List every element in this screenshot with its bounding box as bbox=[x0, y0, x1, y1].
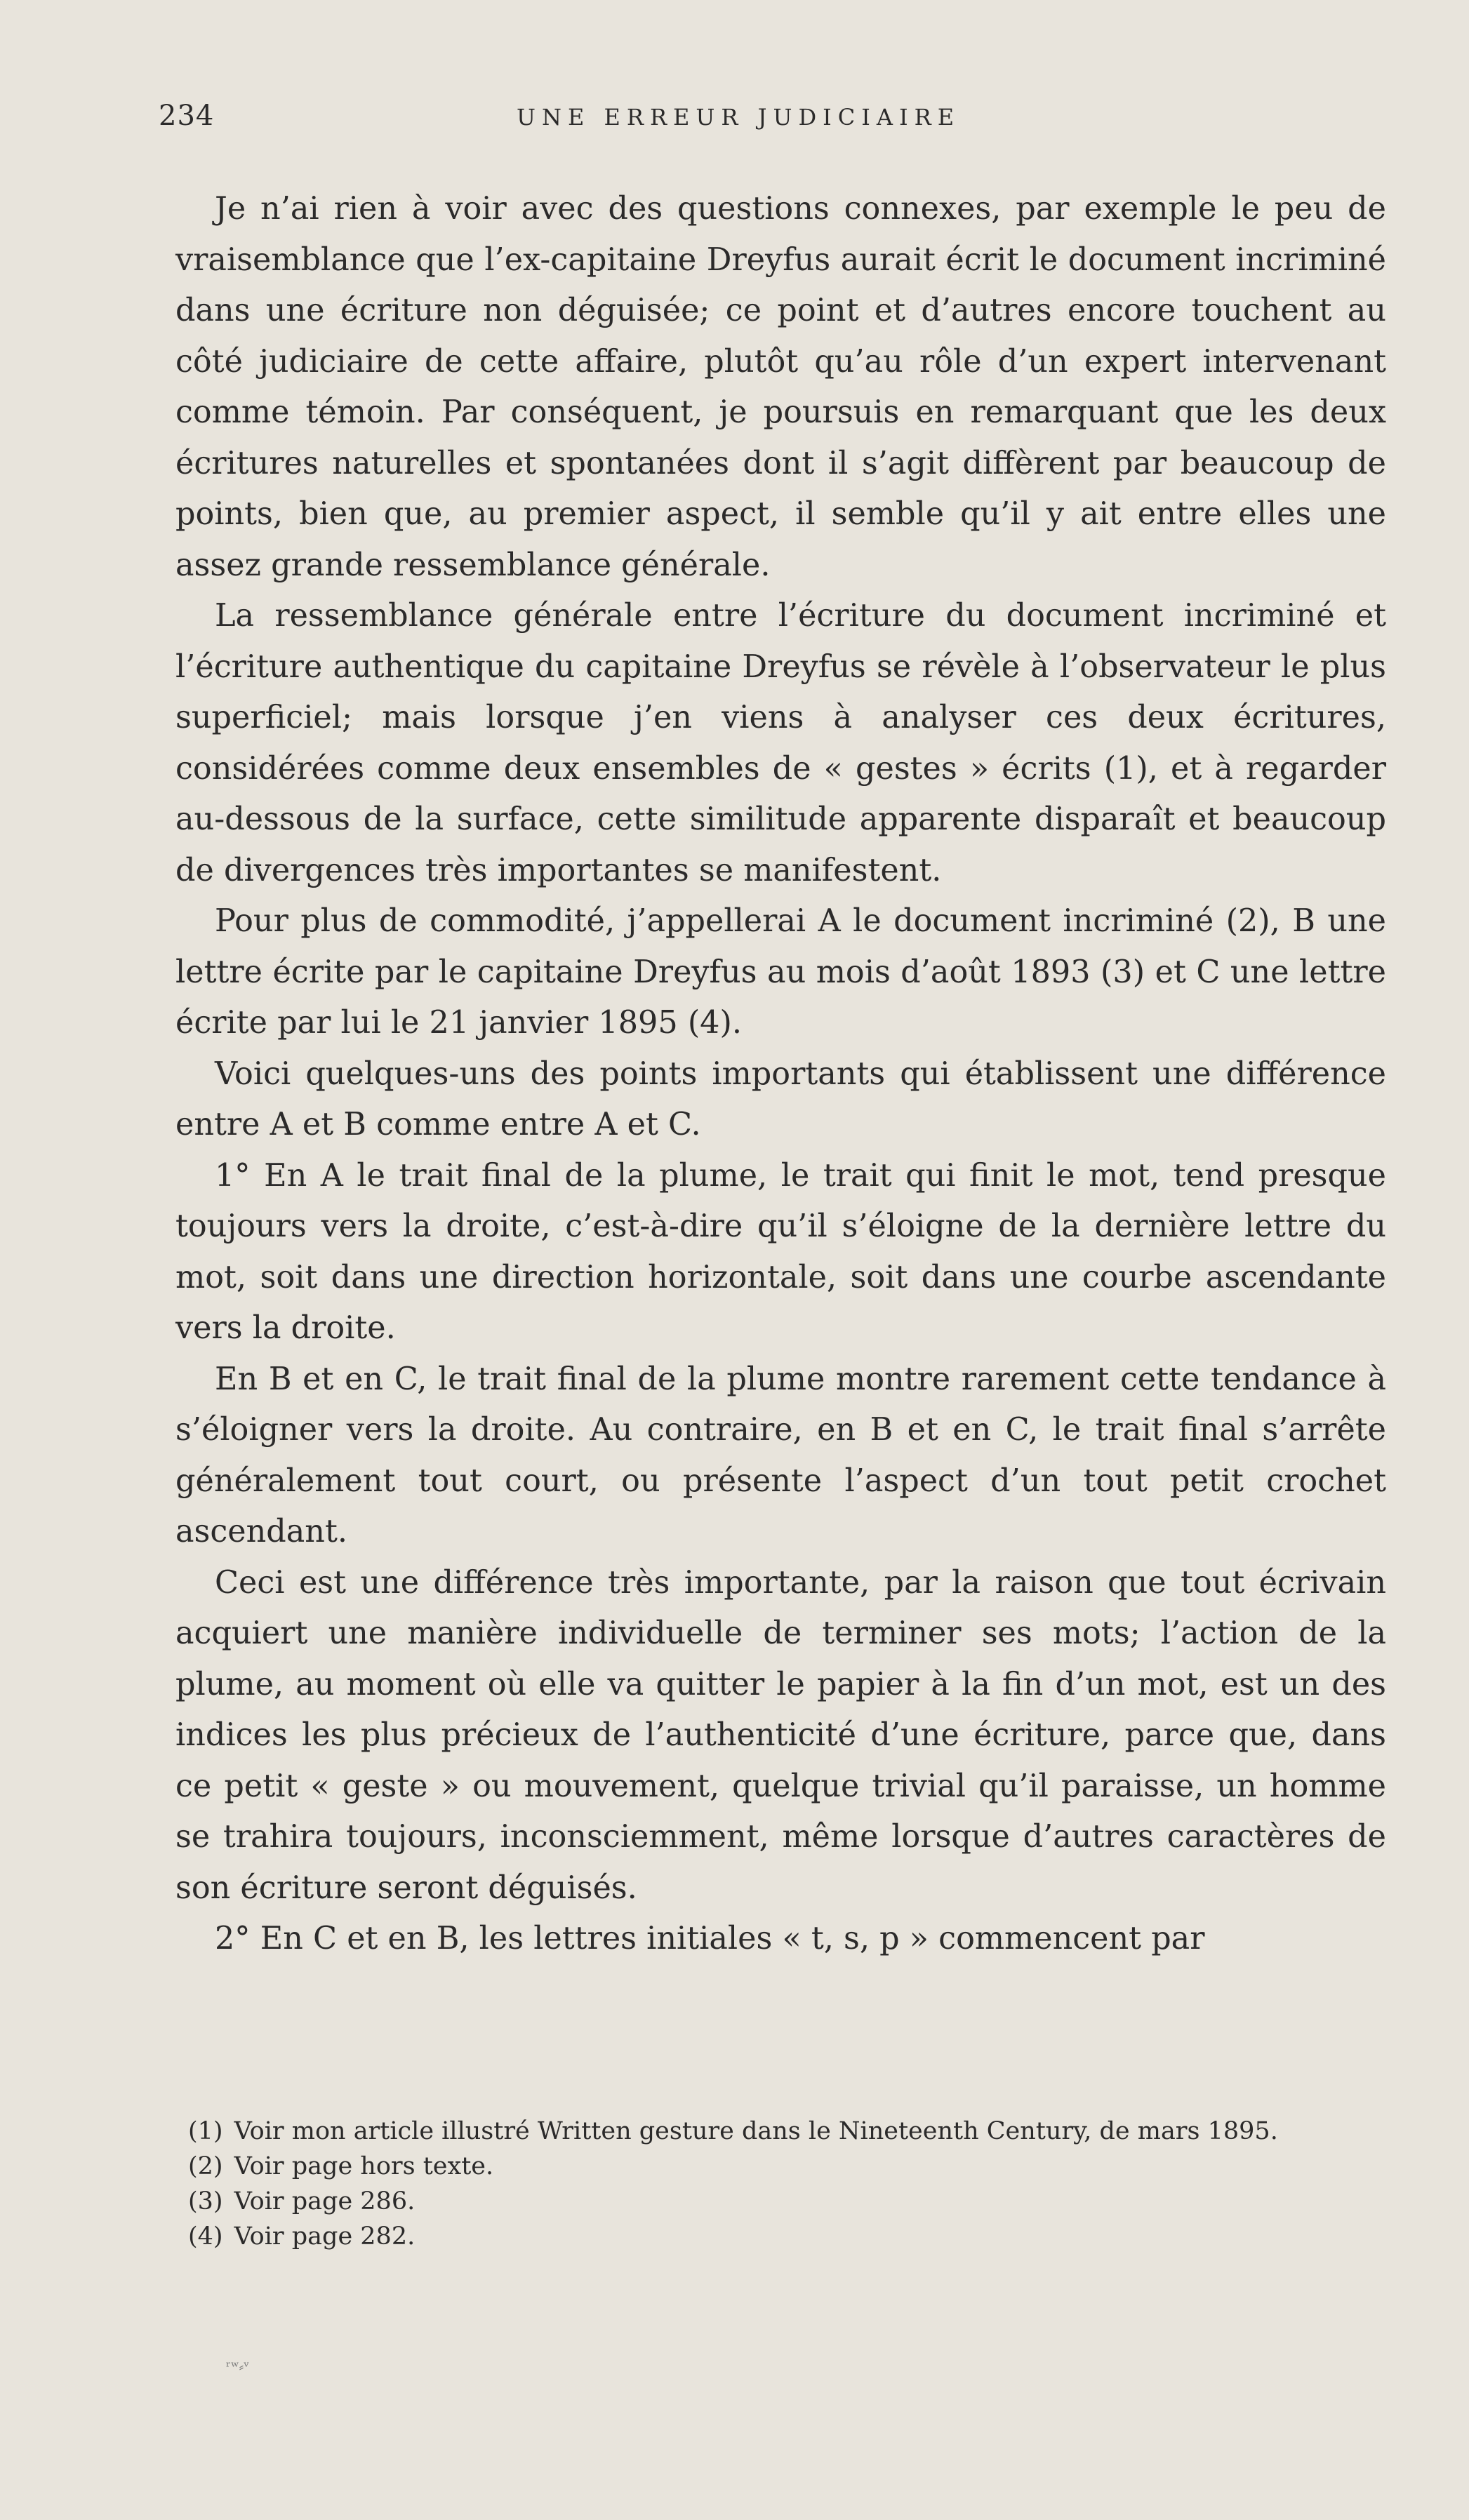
footnote bbox=[188, 2149, 1388, 2184]
footnote-mark: (2) bbox=[188, 2152, 223, 2180]
footnote bbox=[188, 2219, 1388, 2254]
paragraph: Voici quelques-uns des points importants qui établissent une différence entre A et B comme entre A et C. bbox=[175, 1055, 1386, 1142]
footnote-mark: (4) bbox=[188, 2222, 223, 2251]
footnote-text: Voir page hors texte. bbox=[234, 2152, 494, 2180]
paragraph: 2° En C et en B, les lettres initiales « t, s, p » commencent par bbox=[215, 1921, 1205, 1956]
paragraph: En B et en C, le trait final de la plume montre rarement cette tendance à s’éloigner vers la droite. Au contraire, en B et en C, le trait final s’arrête généralement tout court, ou présente l’aspect d’un tout petit crochet ascendant. bbox=[175, 1361, 1386, 1549]
paragraph: Je n’ai rien à voir avec des questions connexes, par exemple le peu de vraisemblance que l’ex-capitaine Dreyfus aurait écrit le document incriminé dans une écriture non déguisée; ce point et d’autres encore touchent au côté judiciaire de cette affaire, plutôt qu’au rôle d’un expert intervenant comme témoin. Par conséquent, je poursuis en remarquant que les deux écritures naturelles et spontanées dont il s’agit diffèrent par beaucoup de points, bien que, au premier aspect, il semble qu’il y ait entre elles une assez grande ressemblance générale. bbox=[175, 191, 1386, 583]
paragraph: 1° En A le trait final de la plume, le trait qui finit le mot, tend presque toujours vers la droite, c’est-à-dire qu’il s’éloigne de la dernière lettre du mot, soit dans une direction horizontale, soit dans une courbe ascendante vers la droite. bbox=[175, 1157, 1386, 1346]
page-header bbox=[159, 100, 1387, 142]
footnote bbox=[188, 2184, 1388, 2219]
footnote-text: Voir page 282. bbox=[234, 2222, 416, 2251]
footnote-mark: (3) bbox=[188, 2187, 223, 2215]
stray-ink-mark: ʳʷ⸗ᵛ bbox=[226, 2358, 249, 2375]
footnote-text: Voir page 286. bbox=[234, 2187, 416, 2215]
footnotes bbox=[188, 2114, 1388, 2254]
footnote-mark: (1) bbox=[188, 2117, 223, 2145]
paragraph: Pour plus de commodité, j’appellerai A le document incriminé (2), B une lettre écrite par le capitaine Dreyfus au mois d’août 1893 (3) et C une lettre écrite par lui le 21 janvier 1895 (4). bbox=[175, 903, 1386, 1041]
paragraph: Ceci est une différence très importante, par la raison que tout écrivain acquiert une manière individuelle de terminer ses mots; l’action de la plume, au moment où elle va quitter le papier à la fin d’un mot, est un des indices les plus précieux de l’authenticité d’une écriture, parce que, dans ce petit « geste » ou mouvement, quelque trivial qu’il paraisse, un homme se trahira toujours, inconsciemment, même lorsque d’autres caractères de son écriture seront déguisés. bbox=[175, 1564, 1386, 1906]
body-text bbox=[175, 184, 1386, 1965]
paragraph: La ressemblance générale entre l’écriture du document incriminé et l’écriture authentique du capitaine Dreyfus se révèle à l’observateur le plus superficiel; mais lorsque j’en viens à analyser ces deux écritures, considérées comme deux ensembles de « gestes » écrits (1), et à regarder au-dessous de la surface, cette similitude apparente disparaît et beaucoup de divergences très importantes se manifestent. bbox=[175, 598, 1386, 888]
footnote bbox=[188, 2114, 1388, 2149]
footnote-text: Voir mon article illustré Written gesture dans le Nineteenth Century, de mars 1895. bbox=[234, 2117, 1278, 2145]
running-title: UNE ERREUR JUDICIAIRE bbox=[517, 104, 961, 131]
page-number: 234 bbox=[159, 100, 215, 132]
